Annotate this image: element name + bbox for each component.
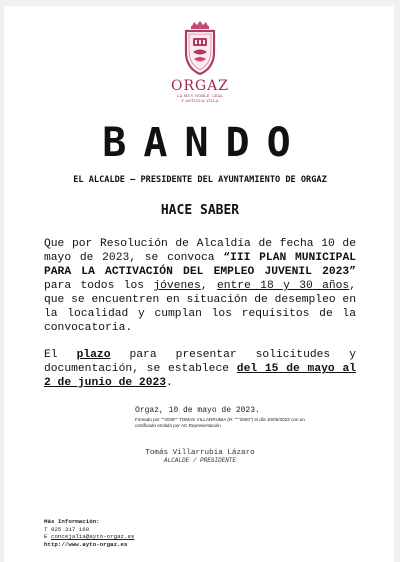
phone-prefix: T	[44, 525, 48, 533]
deadline-paragraph	[44, 348, 356, 390]
age-range: entre 18 y 30 años	[216, 280, 350, 292]
contact-website-link[interactable]: http://www.ayto-orgaz.es	[44, 540, 128, 548]
deadline-dates: del 15 de mayo al 2 de junio de 2023	[44, 363, 356, 389]
scan-border-top	[0, 0, 400, 6]
p1-text-2: para todos los	[44, 280, 154, 292]
signer-role: ALCALDE / PRESIDENTE	[163, 457, 236, 464]
issue-date: Orgaz, 10 de mayo de 2023.	[135, 406, 260, 415]
document-heading: BANDO	[102, 120, 308, 166]
municipal-logo	[170, 20, 230, 103]
p2-text-2: para presentar solicitudes y documentación, se establece	[44, 349, 356, 375]
signer-name: Tomás Villarrubia Lázaro	[145, 449, 255, 457]
contact-phone: 925 317 160	[50, 525, 90, 533]
logo-tagline-2: Y ANTIGUA VILLA	[181, 98, 219, 103]
program-name: “III PLAN MUNICIPAL PARA LA ACTIVACIÓN DEL EMPLEO JUVENIL 2023”	[44, 252, 357, 278]
logo-tagline-1: LA MUY NOBLE, LEAL	[177, 94, 223, 98]
logo-wordmark: ORGAZ	[170, 78, 230, 94]
p1-text-3: ,	[200, 280, 217, 292]
announcement-paragraph	[44, 237, 356, 335]
contact-email-link[interactable]: concejalia@ayto-orgaz.es	[50, 533, 135, 541]
scan-border-right	[394, 0, 400, 562]
email-prefix: E	[44, 533, 48, 541]
issuer-subtitle: EL ALCALDE – PRESIDENTE DEL AYUNTAMIENTO DE ORGAZ	[73, 175, 327, 185]
hace-saber-heading: HACE SABER	[160, 203, 240, 218]
p1-text-1: Que por Resolución de Alcaldía de fecha 10 de mayo de 2023, se convoca	[44, 238, 356, 264]
contact-phone-line	[44, 526, 134, 534]
contact-email-line	[44, 533, 134, 541]
contact-label: Más Información:	[44, 518, 100, 525]
coat-of-arms-icon	[180, 20, 220, 76]
deadline-word: plazo	[76, 349, 111, 361]
scan-border-left	[0, 0, 4, 562]
p2-text-1: El	[44, 349, 77, 361]
digital-signature-stamp: Firmado por ""4035"" TOMAS VILLARRUBIA (R: """2500") el día 10/05/2023 con un certificado emitido por AC Representación	[135, 417, 305, 428]
contact-block	[44, 518, 134, 548]
target-group: jóvenes	[153, 280, 201, 292]
p1-text-4: , que se encuentren en situación de desempleo en la localidad y cumplan los requisitos de la convocatoria.	[44, 280, 356, 334]
p2-text-3: .	[166, 377, 173, 389]
